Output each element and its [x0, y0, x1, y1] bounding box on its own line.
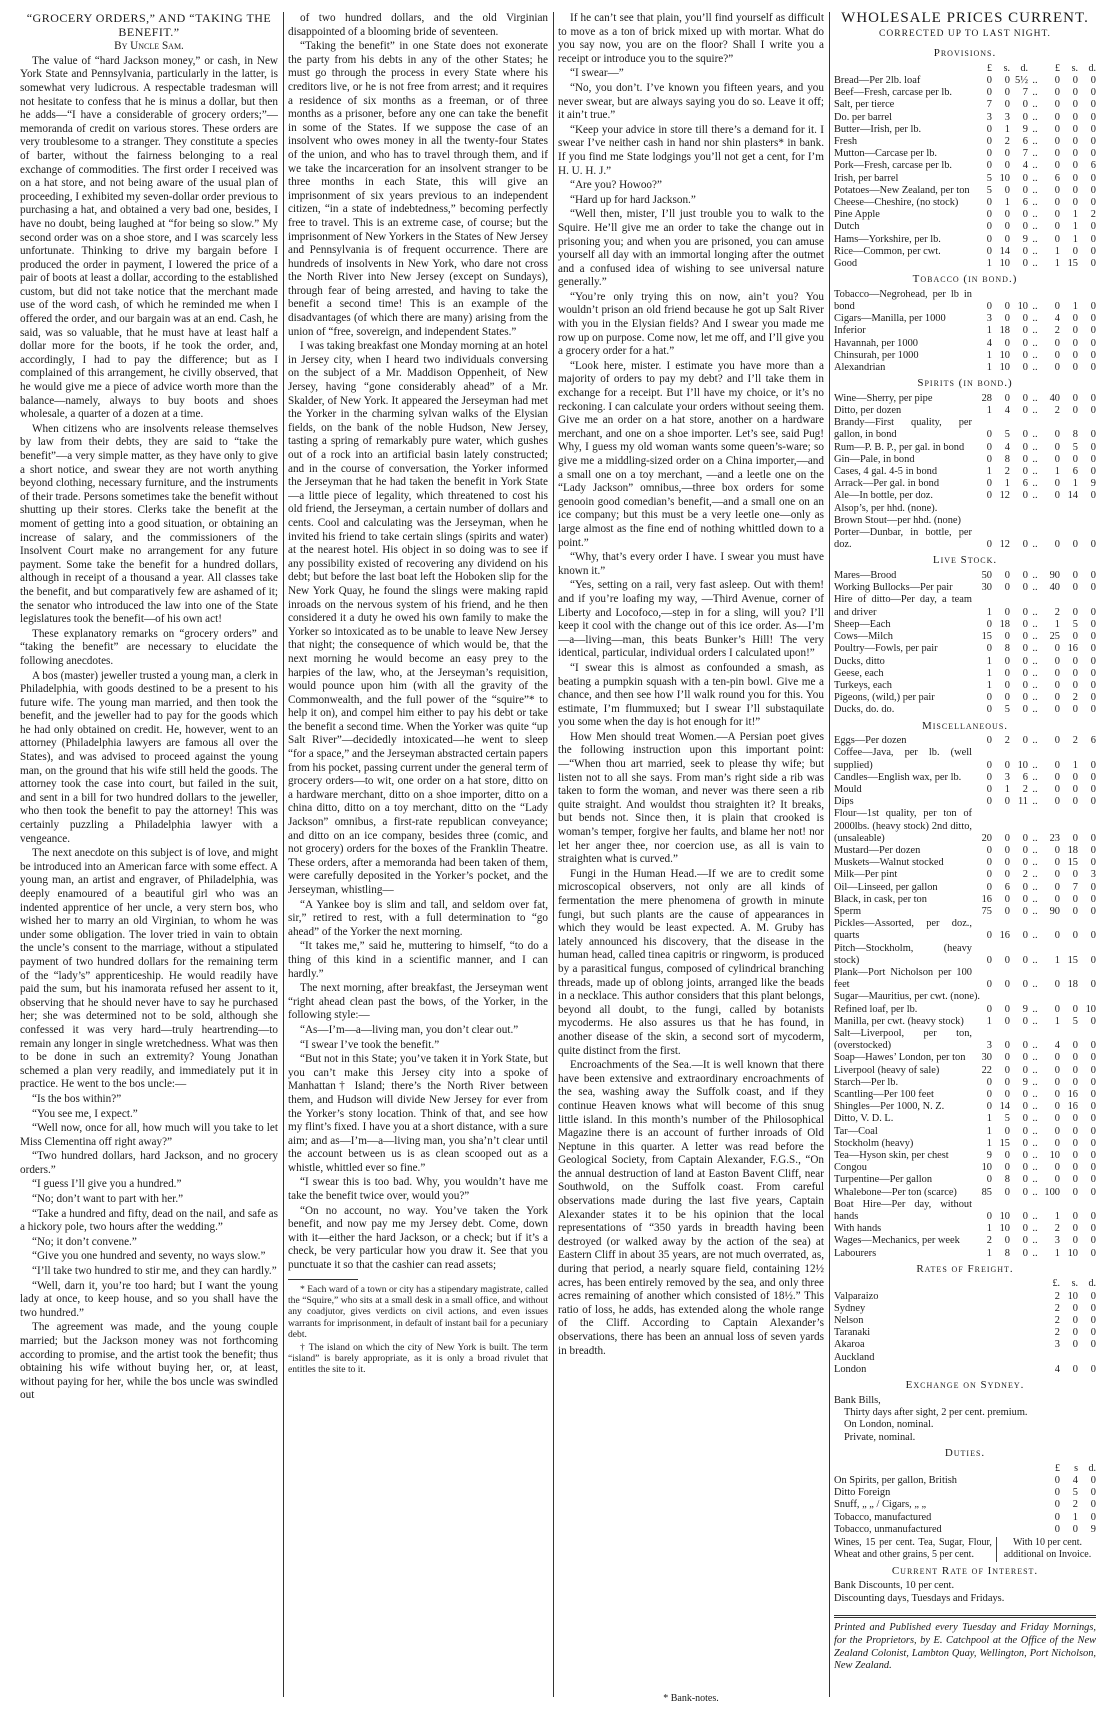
- price-item: Boat Hire—Per day, without hands: [834, 1198, 972, 1223]
- exchange-lines: [834, 1395, 1096, 1445]
- price-row: [834, 991, 1096, 1003]
- price-row: Ale—In bottle, per doz. 0 12 0 .. 0 14 0: [834, 490, 1096, 502]
- price-row: [834, 503, 1096, 515]
- price-item: Milk—Per pint: [834, 869, 898, 881]
- price-row: With hands 1 10 0 .. 2 0 0: [834, 1223, 1096, 1235]
- exchange-line: On London, nominal.: [844, 1419, 934, 1431]
- interest-lines: [834, 1580, 1096, 1605]
- price-row: Stockholm (heavy) 1 15 0 .. 0 0 0: [834, 1137, 1096, 1149]
- price-item: Working Bullocks—Per pair: [834, 582, 953, 594]
- article-body-3: [558, 12, 824, 1358]
- price-row: Mutton—Carcase per lb. 0 0 7 .. 0 0 0: [834, 148, 1096, 160]
- price-section-heading: Tobacco (in bond.): [912, 273, 1018, 286]
- article-body-1: [20, 55, 278, 1403]
- price-section-heading: Provisions.: [933, 47, 997, 60]
- price-item: Hams—Yorkshire, per lb.: [834, 233, 941, 245]
- paragraph: These explanatory remarks on “grocery orders” and “taking the benefit” are necessary to elucidate the following anecdotes.: [20, 627, 278, 667]
- price-section-heading: Spirits (in bond.): [917, 377, 1013, 390]
- price-row: Potatoes—New Zealand, per ton 5 0 0 .. 0 0 0: [834, 184, 1096, 196]
- price-row: Flour—1st quality, per ton of 2000lbs. (heavy stock) 2nd ditto, (unsaleable) 20 0 0 .. 23 0 0: [834, 808, 1096, 844]
- paragraph: The next morning, after breakfast, the Jerseyman went “right ahead clean past the bows, of the Yorker, in the following style:—: [288, 982, 548, 1022]
- paragraph: “A Yankee boy is slim and tall, and seldom over fat, sir,” retired to rest, with a full determination to “go ahead” of the Yorker the next morning.: [288, 898, 548, 938]
- imprint: Printed and Published every Tuesday and Friday Mornings, for the Proprietors, by E. Catchpool at the Office of the New Zealand Colonist, Lambton Quay, Wellington, Port Nicholson, New Zealand.: [834, 1615, 1096, 1673]
- paragraph: * Each ward of a town or city has a stipendary magistrate, called the “Squire,” who sits at a small desk in a small office, and without any coadjutor, gives verdicts on civil actions, and even issues warrants for imprisonment, in default of instant bail for a pecuniary debt.: [288, 1283, 548, 1341]
- price-item: Pitch—Stockholm, (heavy stock): [834, 942, 972, 966]
- price-item: Geese, each: [834, 667, 884, 679]
- price-item: Liverpool (heavy of sale): [834, 1064, 940, 1076]
- price-item: Congou: [834, 1162, 867, 1174]
- freight-row: Nelson 2 0 0: [834, 1315, 1096, 1327]
- price-row: Poultry—Fowls, per pair 0 8 0 .. 0 16 0: [834, 643, 1096, 655]
- price-item: Plank—Port Nicholson per 100 feet: [834, 966, 972, 991]
- price-item: Scantling—Per 100 feet: [834, 1089, 934, 1100]
- paragraph: “I swear I’ve took the benefit.”: [300, 1038, 440, 1051]
- price-row: [834, 515, 1096, 527]
- price-row: Coffee—Java, per lb. (well supplied) 0 0 10 .. 0 1 0: [834, 747, 1096, 771]
- price-row: Whalebone—Per ton (scarce) 85 0 0 .. 100 0 0: [834, 1186, 1096, 1198]
- duty-row: Snuff, „ „ / Cigars, „ „ 0 2 0: [834, 1499, 1096, 1511]
- price-item: Stockholm (heavy): [834, 1137, 914, 1149]
- column-rule: [829, 12, 830, 1697]
- price-item: Muskets—Walnut stocked: [834, 857, 944, 869]
- price-item: Dips: [834, 796, 854, 808]
- price-item: Ducks, ditto: [834, 655, 885, 667]
- price-item: Bread—Per 2lb. loaf: [834, 74, 921, 86]
- price-row: Boat Hire—Per day, without hands 0 10 0 .. 1 0 0: [834, 1198, 1096, 1223]
- paragraph: “It takes me,” said he, muttering to himself, “to do a thing of this kind in a scientific manner, and I can hardly.”: [288, 940, 548, 980]
- price-row: Milk—Per pint 0 0 2 .. 0 0 3: [834, 869, 1096, 881]
- price-item: Sperm: [834, 905, 862, 917]
- paragraph: When citizens who are insolvents release themselves by law from their debts, they are said to “take the benefit”—a very simple matter, as they have only to give a short notice, and swear they are not worth anything beyond clothing, necessary furniture, and the instruments of their trade. Persons sometimes take the benefit without shutting up their stores. Clerks take the benefit at the moment of getting into a good situation, or obtaining an increase of salary, and the commissioners of the Insolvent Court make no arrangement for any future payment. Some take the benefit for a hundred dollars, although in receipt of a thousand a year. All classes take the benefit, and but comparatively few are ashamed of it; the senator who introduced the law into one of the State legislatures took the benefit—of his own act!: [20, 422, 278, 626]
- price-item: Whalebone—Per ton (scarce): [834, 1186, 957, 1198]
- price-row: Cows—Milch 15 0 0 .. 25 0 0: [834, 631, 1096, 643]
- price-row: Salt, per tierce 7 0 0 .. 0 0 0: [834, 99, 1096, 111]
- price-item: Cases, 4 gal. 4-5 in bond: [834, 466, 938, 478]
- price-row: Dips 0 0 11 .. 0 0 0: [834, 796, 1096, 808]
- paragraph: “Taking the benefit” in one State does not exonerate the party from his debts in any of the other States; he must go through the process in every State where his creditors live, or he is not free from arrest; and it requires a residence of six months as a freeman, or of three months as a prisoner, before any one can take the benefit in some of the States. If we suppose the case of an insolvent who owes money in all the twenty-four States of the union, and who has to travel through them, and if we take the incarceration for an insolvent stranger to be three months in each State, this will give an imprisonment of six years previous to an independent citizen, “in a state of indebtedness,” becoming perfectly free to travel. This is an extreme case, of course; but the imprisonment of New Yorkers in the States of New Jersey and Pennsylvania is of frequent occurrence. There are hundreds of insolvents in New York, who dare not cross the North River into New Jersey (except on Sundays), through fear of being arrested, and having to take the benefit a second time! This is an example of the disadvantages (of which there are many) arising from the union of “free, sovereign, and independent States.”: [288, 40, 548, 338]
- paragraph: “Keep your advice in store till there’s a demand for it. I swear I’ve neither cash in hand nor shin plasters* in bank. If you find me State lodgings you’ll not get a cent, for I’m H. U. H. J.”: [558, 123, 824, 177]
- paragraph: † The island on which the city of New York is built. The term “island” is barely appropriate, as it is only a broad rivulet that entitles the site to it.: [288, 1341, 548, 1376]
- price-item: Poultry—Fowls, per pair: [834, 643, 938, 655]
- price-row: Pitch—Stockholm, (heavy stock) 0 0 0 .. 1 15 0: [834, 942, 1096, 966]
- price-row: Wages—Mechanics, per week 2 0 0 .. 3 0 0: [834, 1235, 1096, 1247]
- price-row: Congou 10 0 0 .. 0 0 0: [834, 1162, 1096, 1174]
- price-row: Irish, per barrel 5 10 0 .. 6 0 0: [834, 172, 1096, 184]
- price-row: Gin—Pale, in bond 0 8 0 .. 0 0 0: [834, 453, 1096, 465]
- freight-row: Valparaizo 2 10 0: [834, 1290, 1096, 1302]
- paragraph: “Well now, once for all, how much will you take to let Miss Clementina off right away?”: [20, 1122, 278, 1148]
- price-row: Havannah, per 1000 4 0 0 .. 0 0 0: [834, 337, 1096, 349]
- paragraph: “I’ll take two hundred to stir me, and they can hardly.”: [32, 1265, 277, 1278]
- paragraph: “On no account, no way. You’ve taken the York benefit, and now pay me my Jersey debt. Come, down with it—either the hard Jackson, or a check; but if it’s a check, be very particular how you draw it. See that you punctuate it so that the cashier can read assets;: [288, 1204, 548, 1272]
- price-row: Ducks, ditto 1 0 0 .. 0 0 0: [834, 655, 1096, 667]
- price-row: Dutch 0 0 0 .. 0 1 0: [834, 221, 1096, 233]
- paragraph: “No, you don’t. I’ve known you fifteen years, and you never swear, but are always saying you do so. Leave it off; it ain’t true.”: [558, 81, 824, 122]
- price-row: Black, in cask, per ton 16 0 0 .. 0 0 0: [834, 893, 1096, 905]
- paragraph: “Well then, mister, I’ll just trouble you to walk to the Squire. He’ll give me an order to take the change out in prisoning you; and when you are prisoned, you can amuse yourself all day with an immortal longing after the outmet and a confused idea of wishing to see universal nature generally.”: [558, 208, 824, 289]
- price-item: Chinsurah, per 1000: [834, 349, 919, 361]
- price-row: Soap—Hawes’ London, per ton 30 0 0 .. 0 0 0: [834, 1052, 1096, 1064]
- price-row: Pigeons, (wild,) per pair 0 0 0 .. 0 2 0: [834, 692, 1096, 704]
- paragraph: Encroachments of the Sea.—It is well known that there have been extensive and extraordinary encroachments of the sea, washing away the Suffolk coast, and if they continue Heaven knows what will become of this snug little island. In this month’s number of the Philosophical Magazine there is an account of further inroads of Old Neptune in this quarter. A letter was read before the Geological Society, from Captain Alexander, F.G.S., “On the annual destruction of land at Easton Bavent Cliff, near Southwold, on the Suffolk coast. From careful observations made during the last five years, Captain Alexander states it to be his opinion that the local representations of “350 yards in breadth having been destroyed (or walked away by the action of the sea) at Eastern Cliff in about 35 years, are not much overrated, as, during that period, a nearly square field, containing 12½ acres, has been entirely removed by the sea, and only three acres remaining of another which consisted of 18½.” This ratio of loss, he adds, has extended along the whole range of the Cliff. According to Captain Alexander’s observations, there has been an annual loss of seven yards in breadth.: [558, 1059, 824, 1357]
- price-row: Sperm 75 0 0 .. 90 0 0: [834, 905, 1096, 917]
- exchange-line: Thirty days after sight, 2 per cent. premium.: [844, 1407, 1028, 1419]
- column-3: [558, 12, 824, 1702]
- price-item: Beef—Fresh, carcase per lb.: [834, 87, 952, 99]
- price-item: Pine Apple: [834, 209, 880, 221]
- price-item: Cigars—Manilla, per 1000: [834, 313, 946, 325]
- price-item: Flour—1st quality, per ton of 2000lbs. (heavy stock) 2nd ditto, (unsaleable): [834, 808, 972, 844]
- ad-valorem-table: [834, 1537, 1096, 1561]
- paragraph: The next anecdote on this subject is of love, and might be introduced into an American farce with some effect. A young man, an artist and engraver, of Philadelphia, was deeply enamoured of a beautiful girl who was an indented apprentice of her uncle, a very stern bos, who wished her to marry an old Virginian, to whom he was under some obligation. The lover tried in vain to obtain the uncle’s consent to the marriage, without a stipulated payment of two hundred dollars for the remaining term of the “lady’s” apprenticeship. He would readily have paid the sum, but his inamorata refused her assent to it, observing that he should never have to say he purchased her; she was determined not to be sold, although she confessed it was very hard—truly heartrending—to remain any longer in single wretchedness. What was then to be done in such an extremity? Young Jonathan schemed a plan very readily, and immediately put it in practice. He went to the bos uncle:—: [20, 847, 278, 1091]
- column-rule: [553, 12, 554, 1697]
- price-row: Shingles—Per 1000, N. Z. 0 14 0 .. 0 16 0: [834, 1101, 1096, 1113]
- paragraph: “Give you one hundred and seventy, no ways slow.”: [32, 1250, 266, 1263]
- price-item: Sugar—Mauritius, per cwt. (none).: [834, 991, 981, 1003]
- price-row: Turkeys, each 1 0 0 .. 0 0 0: [834, 679, 1096, 691]
- price-row: Beef—Fresh, carcase per lb. 0 0 7 .. 0 0 0: [834, 87, 1096, 99]
- paragraph: “Are you? Howoo?”: [570, 179, 662, 192]
- price-item: Alsop’s, per hhd. (none).: [834, 502, 938, 514]
- price-item: Salt, per tierce: [834, 99, 895, 111]
- price-item: Coffee—Java, per lb. (well supplied): [834, 747, 972, 771]
- prices-sections: [834, 47, 1096, 1260]
- price-item: Brown Stout—per hhd. (none): [834, 514, 961, 526]
- price-row: Geese, each 1 0 0 .. 0 0 0: [834, 667, 1096, 679]
- freight-row: Taranaki 2 0 0: [834, 1327, 1096, 1339]
- price-item: Cheese—Cheshire, (no stock): [834, 197, 959, 209]
- price-row: Muskets—Walnut stocked 0 0 0 .. 0 15 0: [834, 857, 1096, 869]
- paragraph: If he can’t see that plain, you’ll find yourself as difficult to move as a ton of brick mixed up with mortar. What do you say now, you are on the floor? Shall I write you a receipt or introduce you to the squire?”: [558, 12, 824, 65]
- column-1: [20, 12, 278, 1702]
- freight-row: Akaroa 3 0 0: [834, 1339, 1096, 1351]
- price-item: Pigeons, (wild,) per pair: [834, 692, 935, 704]
- price-row: Hire of ditto—Per day, a team and driver 1 0 0 .. 2 0 0: [834, 594, 1096, 618]
- price-row: Turpentine—Per gallon 0 8 0 .. 0 0 0: [834, 1174, 1096, 1186]
- freight-row: London 4 0 0: [834, 1363, 1096, 1375]
- duty-row: Tobacco, manufactured 0 1 0: [834, 1511, 1096, 1523]
- freight-row: Sydney 2 0 0: [834, 1302, 1096, 1314]
- price-item: Mould: [834, 783, 862, 795]
- price-row: Cheese—Cheshire, (no stock) 0 1 6 .. 0 0 0: [834, 197, 1096, 209]
- paragraph: The value of “hard Jackson money,” or cash, in New York State and Pennsylvania, particularly in the latter, is somewhat very ludicrous. A respectable tradesman will not hesitate to confess that he is minus a dollar, but then he adds—“I have a considerable of grocery orders;”—memoranda of credit on various stores. These orders are very troublesome to a stranger. They constitute a species of barter, without the fairness belonging to a real exchange of commodities. The first order I received was on a hat store, and not being aware of the usual plan of proceeding, I exhibited my seven-dollar order previous to purchasing a hat, and obtained a very bad one, besides, I have no doubt, being laughed at “for being so slow.” My second order was on a shoe store, and I was scarcely less unfortunate. Thinking to drive my bargain before I produced the order in payment, I lowered the price of a pair of boots at least a dollar, according to the established custom, but did not take notice that the merchant made use of the word cash, of which he reminded me when I offered the order, and our bargain was at an end. Cash, he said, was so valuable, that he must have at least half a dollar more for the boots, if he took the order, and, accordingly, I had to pay the difference; but as I complained of this arrangement, he civilly observed, that he would give me a piece of advice worth more than the balance—namely, always to buy boots and shoes wholesale, a quarter of a dozen at a time.: [20, 54, 278, 421]
- paragraph: “Two hundred dollars, hard Jackson, and no grocery orders.”: [20, 1150, 278, 1176]
- price-table: [834, 570, 1096, 716]
- price-table: [834, 393, 1096, 552]
- price-item: Pickles—Assorted, per doz., quarts: [834, 918, 972, 942]
- price-item: Brandy—First quality, per gallon, in bond: [834, 417, 972, 441]
- price-item: Sheep—Each: [834, 618, 891, 630]
- ad-valorem-right: With 10 per cent. additional on Invoice.: [1003, 1537, 1092, 1561]
- price-item: Ducks, do. do.: [834, 704, 895, 716]
- price-item: Shingles—Per 1000, N. Z.: [834, 1101, 945, 1113]
- price-item: Wages—Mechanics, per week: [834, 1235, 960, 1247]
- price-item: Rum—P. B. P., per gal. in bond: [834, 441, 965, 453]
- price-item: Rice—Common, per cwt.: [834, 245, 941, 257]
- paragraph: “Is the bos within?”: [32, 1092, 122, 1105]
- price-item: Hire of ditto—Per day, a team and driver: [834, 594, 972, 618]
- price-item: Oil—Linseed, per gallon: [834, 881, 938, 893]
- price-item: Tobacco—Negrohead, per lb in bond: [834, 288, 972, 313]
- price-row: Butter—Irish, per lb. 0 1 9 .. 0 0 0: [834, 123, 1096, 135]
- freight-row: Auckland: [834, 1351, 875, 1363]
- price-item: Alexandrian: [834, 362, 886, 374]
- price-item: Irish, per barrel: [834, 172, 899, 184]
- price-row: Labourers 1 8 0 .. 1 10 0: [834, 1247, 1096, 1259]
- price-row: Pork—Fresh, carcase per lb. 0 0 4 .. 0 0 6: [834, 160, 1096, 172]
- price-row: Eggs—Per dozen 0 2 0 .. 0 2 6: [834, 735, 1096, 747]
- price-item: Ditto, per dozen: [834, 405, 902, 417]
- price-item: Potatoes—New Zealand, per ton: [834, 184, 970, 196]
- exchange-line: Private, nominal.: [844, 1431, 916, 1443]
- price-row: Mustard—Per dozen 0 0 0 .. 0 18 0: [834, 844, 1096, 856]
- price-item: Pork—Fresh, carcase per lb.: [834, 160, 953, 172]
- price-row: Brandy—First quality, per gallon, in bond 0 5 0 .. 0 8 0: [834, 417, 1096, 441]
- price-item: Ale—In bottle, per doz.: [834, 490, 933, 502]
- price-row: Scantling—Per 100 feet 0 0 0 .. 0 16 0: [834, 1089, 1096, 1100]
- freight-heading: Rates of Freight.: [916, 1262, 1014, 1275]
- price-item: Eggs—Per dozen: [834, 735, 907, 747]
- paragraph: “I swear this is almost as confounded a smash, as beating a pumpkin squash with a ten-pin bowl. Give me a chance, and then see how I’ll walk round you for this. You estimate, I’m flummuxed; but I swear I’ll substaquilate you some when the day is hot enough for it!”: [558, 661, 824, 729]
- duty-row: On Spirits, per gallon, British 0 4 0: [834, 1475, 1096, 1487]
- price-item: With hands: [834, 1223, 882, 1235]
- price-row: Alexandrian 1 10 0 .. 0 0 0: [834, 362, 1096, 374]
- article-title: “GROCERY ORDERS,” AND “TAKING THE BENEFIT.”: [26, 12, 272, 39]
- duties-table: £ s d. On Spirits, per gallon, British 0 4 0 Ditto Foreign 0 5 0 Snuff, „ „ / Cigars, „ „ 0 2 0 Tobacco, manufactured 0 1 0 Tobacco, unmanufactured 0 0 9: [834, 1462, 1096, 1535]
- interest-heading: Current Rate of Interest.: [891, 1564, 1039, 1577]
- price-table: [834, 289, 1096, 374]
- price-row: Mould 0 1 2 .. 0 0 0: [834, 783, 1096, 795]
- price-item: Mustard—Per dozen: [834, 844, 921, 856]
- price-row: Rice—Common, per cwt. 0 14 0 .. 1 0 0: [834, 245, 1096, 257]
- price-item: Soap—Hawes’ London, per ton: [834, 1052, 966, 1064]
- paragraph: “Yes, setting on a rail, very fast asleep. Out with them! and if you’re loafing my way, —Third Avenue, corner of Liberty and Locofoco,—step in for a sling, will you? I’ll keep it cool with the change out of this ice order. As—I’m—a—living—man, this beats Bunker’s Hill! The very identical, particular, individual orders I calculated upon!”: [558, 579, 824, 660]
- price-item: Wine—Sherry, per pipe: [834, 392, 933, 404]
- prices-subtitle: CORRECTED UP TO LAST NIGHT.: [879, 28, 1051, 39]
- prices-title: WHOLESALE PRICES CURRENT.: [841, 12, 1089, 26]
- price-row: Wine—Sherry, per pipe 28 0 0 .. 40 0 0: [834, 392, 1096, 404]
- price-row: Salt—Liverpool, per ton, (overstocked) 3 0 0 .. 4 0 0: [834, 1027, 1096, 1052]
- ad-valorem-left: Wines, 15 per cent. Tea, Sugar, Flour, Wheat and other grains, 5 per cent.: [834, 1537, 996, 1561]
- price-item: Fresh: [834, 136, 858, 147]
- price-row: Mares—Brood 50 0 0 .. 90 0 0: [834, 570, 1096, 582]
- price-row: Pine Apple 0 0 0 .. 0 1 2: [834, 209, 1096, 221]
- price-item: Manilla, per cwt. (heavy stock): [834, 1015, 964, 1027]
- prices-current-column: [834, 12, 1096, 1702]
- price-item: Arrack—Per gal. in bond: [834, 478, 940, 490]
- price-row: Tar—Coal 1 0 0 .. 0 0 0: [834, 1125, 1096, 1137]
- price-row: Ducks, do. do. 0 5 0 .. 0 0 0: [834, 704, 1096, 716]
- price-item: Starch—Per lb.: [834, 1076, 899, 1088]
- price-item: Inferior: [834, 325, 866, 337]
- paragraph: The agreement was made, and the young couple married; but the Jackson money was not forthcoming according to promise, and the artist took the benefit; thus obtaining his wife without buying her, or, at least, without paying for her, while the bos uncle was swindled out: [20, 1321, 278, 1402]
- paragraph: A bos (master) jeweller trusted a young man, a clerk in Philadelphia, with goods destined to be a present to his future wife. The young man married, and then took the benefit, and the jeweller had to pay for the goods which he had only obtained on credit. He, however, went to an attorney (Philadelphia lawyers are famous all over the States), and was advised to proceed against the young man, on the ground that his wife still held the goods. The attorney took the case into court, but failed in the suit, and sent in a bill for two hundred dollars to the jeweller, who then took the benefit to pay the attorney! This was certainly puzzling a Philadelphia lawyer with a vengeance.: [20, 669, 278, 845]
- interest-line: Discounting days, Tuesdays and Fridays.: [834, 1592, 1005, 1604]
- price-row: Rum—P. B. P., per gal. in bond 0 4 0 .. 0 5 0: [834, 441, 1096, 453]
- column-2: [288, 12, 548, 1702]
- price-row: Bread—Per 2lb. loaf 0 0 5½ .. 0 0 0: [834, 74, 1096, 86]
- price-item: Do. per barrel: [834, 111, 892, 123]
- price-row: Good 1 10 0 .. 1 15 0: [834, 258, 1096, 270]
- price-row: Fresh 0 2 6 .. 0 0 0: [834, 136, 1096, 147]
- price-row: Arrack—Per gal. in bond 0 1 6 .. 0 1 9: [834, 478, 1096, 490]
- duties-heading: Duties.: [944, 1447, 986, 1460]
- paragraph: “I swear—”: [570, 67, 624, 80]
- paragraph: “I swear this is too bad. Why, you wouldn’t have me take the benefit twice over, would you?”: [288, 1176, 548, 1203]
- paragraph: “Hard up for hard Jackson.”: [570, 193, 696, 206]
- price-row: Plank—Port Nicholson per 100 feet 0 0 0 .. 0 18 0: [834, 966, 1096, 991]
- paragraph: Fungi in the Human Head.—If we are to credit some microscopical observers, not only are all kinds of fermentation the mere phenomena of growth in minute fungi, but such plants are the cause of appearances in which they would be least expected. A. M. Gruby has lately announced his discovery, that the disease in the human head, called tinea capitris or ringworm, is produced by a parasitical fungus, composed of cylindrical branching threads, made up of oblong joints, arranged like the beads in a necklace. This author considers that this plant belongs, beyond all doubt, to the fungi, called by botanists mycoderms. He also assures us that he has found, in another disease of the skin, a second sort of mycoderm, quite distinct from the first.: [558, 867, 824, 1057]
- price-section-heading: Live Stock.: [932, 554, 998, 567]
- paragraph: “I guess I’ll give you a hundred.”: [32, 1178, 182, 1191]
- price-row: Liverpool (heavy of sale) 22 0 0 .. 0 0 0: [834, 1064, 1096, 1076]
- interest-line: Bank Discounts, 10 per cent.: [834, 1580, 955, 1592]
- price-item: Tea—Hyson skin, per chest: [834, 1150, 949, 1162]
- price-row: Cases, 4 gal. 4-5 in bond 1 2 0 .. 1 6 0: [834, 466, 1096, 478]
- price-row: Porter—Dunbar, in bottle, per doz. 0 12 0 .. 0 0 0: [834, 527, 1096, 551]
- exchange-heading: Exchange on Sydney.: [905, 1379, 1025, 1392]
- price-item: Turpentine—Per gallon: [834, 1174, 933, 1186]
- price-item: Salt—Liverpool, per ton, (overstocked): [834, 1027, 972, 1052]
- price-item: Black, in cask, per ton: [834, 893, 927, 905]
- price-row: Cigars—Manilla, per 1000 3 0 0 .. 4 0 0: [834, 313, 1096, 325]
- price-row: Candles—English wax, per lb. 0 3 6 .. 0 0 0: [834, 771, 1096, 783]
- paragraph: How Men should treat Women.—A Persian poet gives the following instruction upon this important point:—“When thou art married, seek to please thy wife; but listen not to all she says. From man’s right side a rib was taken to form the woman, and never was there seen a rib quite straight. And wouldst thou straighten it? It breaks, but bends not. Since then, it is plain that crooked is woman’s temper, forgive her faults, and blame her not! nor let her anger thee, nor coercion use, as all is vain to straighten what is curved.”: [558, 730, 824, 866]
- paragraph: “Take a hundred and fifty, dead on the nail, and safe as a hickory pole, two hours after the wedding.”: [20, 1207, 278, 1234]
- bank-notes-footnote: * Bank-notes.: [663, 1693, 719, 1704]
- paragraph: “Well, darn it, you’re too hard; but I want the young lady at once, to keep house, and so you shall have the two hundred.”: [20, 1279, 278, 1319]
- footnotes: [288, 1284, 548, 1376]
- price-item: Mares—Brood: [834, 570, 897, 582]
- footnote-rule: [288, 1279, 358, 1280]
- currency-header: £ s. d. £ s. d.: [987, 62, 1096, 74]
- price-item: Porter—Dunbar, in bottle, per doz.: [834, 527, 972, 551]
- paragraph: “No; it don’t convene.”: [32, 1235, 137, 1248]
- price-table: [834, 63, 1096, 270]
- paragraph: “You’re only trying this on now, ain’t you? You wouldn’t prison an old friend because he got up Salt River with you in the Elysian fields? And I swear you made me row up on purpose. Come now, let me off, and I’ll give you a grocery order for a hat.”: [558, 290, 824, 358]
- paragraph: of two hundred dollars, and the old Virginian disappointed of a blooming bride of seventeen.: [288, 12, 548, 38]
- price-table: [834, 735, 1096, 1260]
- price-row: Hams—Yorkshire, per lb. 0 0 9 .. 0 1 0: [834, 233, 1096, 245]
- paragraph: “But not in this State; you’ve taken it in York State, but you can’t make this Jersey city into a spoke of Manhattan† Island; there’s the North River between them, and Hudson will divide New Jersey for ever from the Yorker’s stony location. Think of that, and see how my flint’s fixed. I have you at a short distance, with a sure aim; and as—I’m—a—living man, you sha’n’t clear until the account between us is as clean scooped out as a whistle, whittled ever so fine.”: [288, 1053, 548, 1174]
- paragraph: “Why, that’s every order I have. I swear you must have known it.”: [558, 551, 824, 577]
- price-item: Mutton—Carcase per lb.: [834, 148, 938, 160]
- price-item: Good: [834, 258, 858, 270]
- paragraph: I was taking breakfast one Monday morning at an hotel in Jersey city, when I heard two individuals conversing on the subject of a Mr. Maddison Oppenheit, of New Jersey, having “gone considerably ahead” of a Mr. Skalder, of New York. It appeared the Jerseyman had met the Yorker in the charming sylvan walks of the Elysian fields, on the bank of the noble Hudson, New Jersey, tasting a spring of remarkably pure water, which gushes out of a rock into an artificial basin lately constructed; and in the course of conversation, the Yorker informed the Jerseyman that he had taken the benefit in York State—a little piece of legality, which threatened to cost his old friend, the Jerseyman, a certain number of dollars and cents. Cool and calculating was the Jerseyman, when he invited his friend to take certain slings (spirits and water) at the nearest hotel. His object in so doing was to see if any possibility existed of recovering any dividend on his debt; but before the last boat left the Hoboken slip for the New York Quay, he found the slings were making rapid inroads on the nervous system of his friend, and he then considered it a duty he owed his own family to make the Yorker so intoxicated as to be unable to leave New Jersey that night; the consequence of which would be, that the next morning he would become an easy prey to the harpies of the law, who, at the Jerseyman’s requisition, would pounce upon him (with all the gravity of the Commonwealth, and the full power of the “squire”* to help it on), and compel him either to pay his debt or take the benefit a second time. When the Yorker was quite “up Salt River”—decidedly intoxicated—he went to sleep “for a space,” and the Jerseyman abstracted certain papers from his pocket, passing current under the general term of grocery orders—to wit, one order on a hat store, ditto on a hardware merchant, ditto on a shoe importer, ditto on a china ditto, ditto on a toy merchant, ditto on the “Lady Jackson” omnibus, a first-rate republican conveyance; and ditto on an ice company, besides three (comic, and not grocery) orders for the boxes of the Franklin Theatre. These orders, after a memoranda had been taken of them, were carefully deposited in the Yorker’s pocket, and the Jerseyman, whistling—: [288, 340, 548, 896]
- price-item: Refined loaf, per lb.: [834, 1003, 918, 1015]
- price-item: Tar—Coal: [834, 1125, 878, 1137]
- price-row: Ditto, per dozen 1 4 0 .. 2 0 0: [834, 405, 1096, 417]
- price-row: Ditto, V. D. L. 1 5 0 .. 0 0 0: [834, 1113, 1096, 1125]
- price-row: Pickles—Assorted, per doz., quarts 0 16 0 .. 0 0 0: [834, 918, 1096, 942]
- price-row: Do. per barrel 3 3 0 .. 0 0 0: [834, 111, 1096, 123]
- price-row: Chinsurah, per 1000 1 10 0 .. 0 0 0: [834, 349, 1096, 361]
- price-row: Refined loaf, per lb. 0 0 9 .. 0 0 10: [834, 1003, 1096, 1015]
- freight-table: £. s. d. Valparaizo 2 10 0 Sydney 2 0 0 Nelson 2 0 0 Taranaki 2 0 0 Akaroa 3 0 0 Auckland London 4 0 0: [834, 1278, 1096, 1375]
- exchange-line: Bank Bills,: [834, 1394, 881, 1406]
- price-row: Manilla, per cwt. (heavy stock) 1 0 0 .. 1 5 0: [834, 1015, 1096, 1027]
- duty-row: Ditto Foreign 0 5 0: [834, 1487, 1096, 1499]
- price-row: Inferior 1 18 0 .. 2 0 0: [834, 325, 1096, 337]
- price-item: Dutch: [834, 221, 860, 233]
- price-item: Labourers: [834, 1247, 877, 1259]
- price-item: Ditto, V. D. L.: [834, 1113, 894, 1125]
- price-row: Working Bullocks—Per pair 30 0 0 .. 40 0 0: [834, 582, 1096, 594]
- price-row: Tobacco—Negrohead, per lb in bond 0 0 10 .. 0 1 0: [834, 288, 1096, 313]
- paragraph: “As—I’m—a—living man, you don’t clear out.”: [300, 1023, 519, 1036]
- paragraph: “No; don’t want to part with her.”: [32, 1193, 184, 1206]
- price-row: Sheep—Each 0 18 0 .. 1 5 0: [834, 618, 1096, 630]
- price-item: Butter—Irish, per lb.: [834, 123, 922, 135]
- price-section-heading: Miscellaneous.: [921, 719, 1009, 732]
- column-rule: [283, 12, 284, 1697]
- paragraph: “Look here, mister. I estimate you have more than a majority of orders to pay my debt? and I’ll take them in exchange for a receipt. But I’ll have my choice, or it’s no reckoning. I can calculate your orders without seeing them. Give me an order on a hat store, another on a hardware merchant, and one on a shoe importer. Let’s see, said Pug! Why, I guess my old woman wants some queen’s-ware; so give me a middling-sized order on a China importer,—and a small one on a toy merchant, —and a leetle one on the “Lady Jackson” omnibus,—three box orders for some genooin good comedian’s benefit,—and a small one on an ice company; but this must be a very leetle one—only as large almost as the fine end of nothing whittled down to a point.”: [558, 359, 824, 549]
- article-byline: By Uncle Sam.: [114, 40, 184, 53]
- price-item: Cows—Milch: [834, 631, 893, 643]
- price-item: Havannah, per 1000: [834, 337, 918, 349]
- price-item: Turkeys, each: [834, 679, 892, 691]
- price-row: Tea—Hyson skin, per chest 9 0 0 .. 10 0 0: [834, 1150, 1096, 1162]
- price-item: Gin—Pale, in bond: [834, 453, 915, 465]
- price-row: Oil—Linseed, per gallon 0 6 0 .. 0 7 0: [834, 881, 1096, 893]
- price-item: Candles—English wax, per lb.: [834, 771, 962, 783]
- paragraph: “You see me, I expect.”: [32, 1107, 138, 1120]
- duty-row: Tobacco, unmanufactured 0 0 9: [834, 1523, 1096, 1535]
- price-row: Starch—Per lb. 0 0 9 .. 0 0 0: [834, 1076, 1096, 1088]
- article-body-2: [288, 12, 548, 1273]
